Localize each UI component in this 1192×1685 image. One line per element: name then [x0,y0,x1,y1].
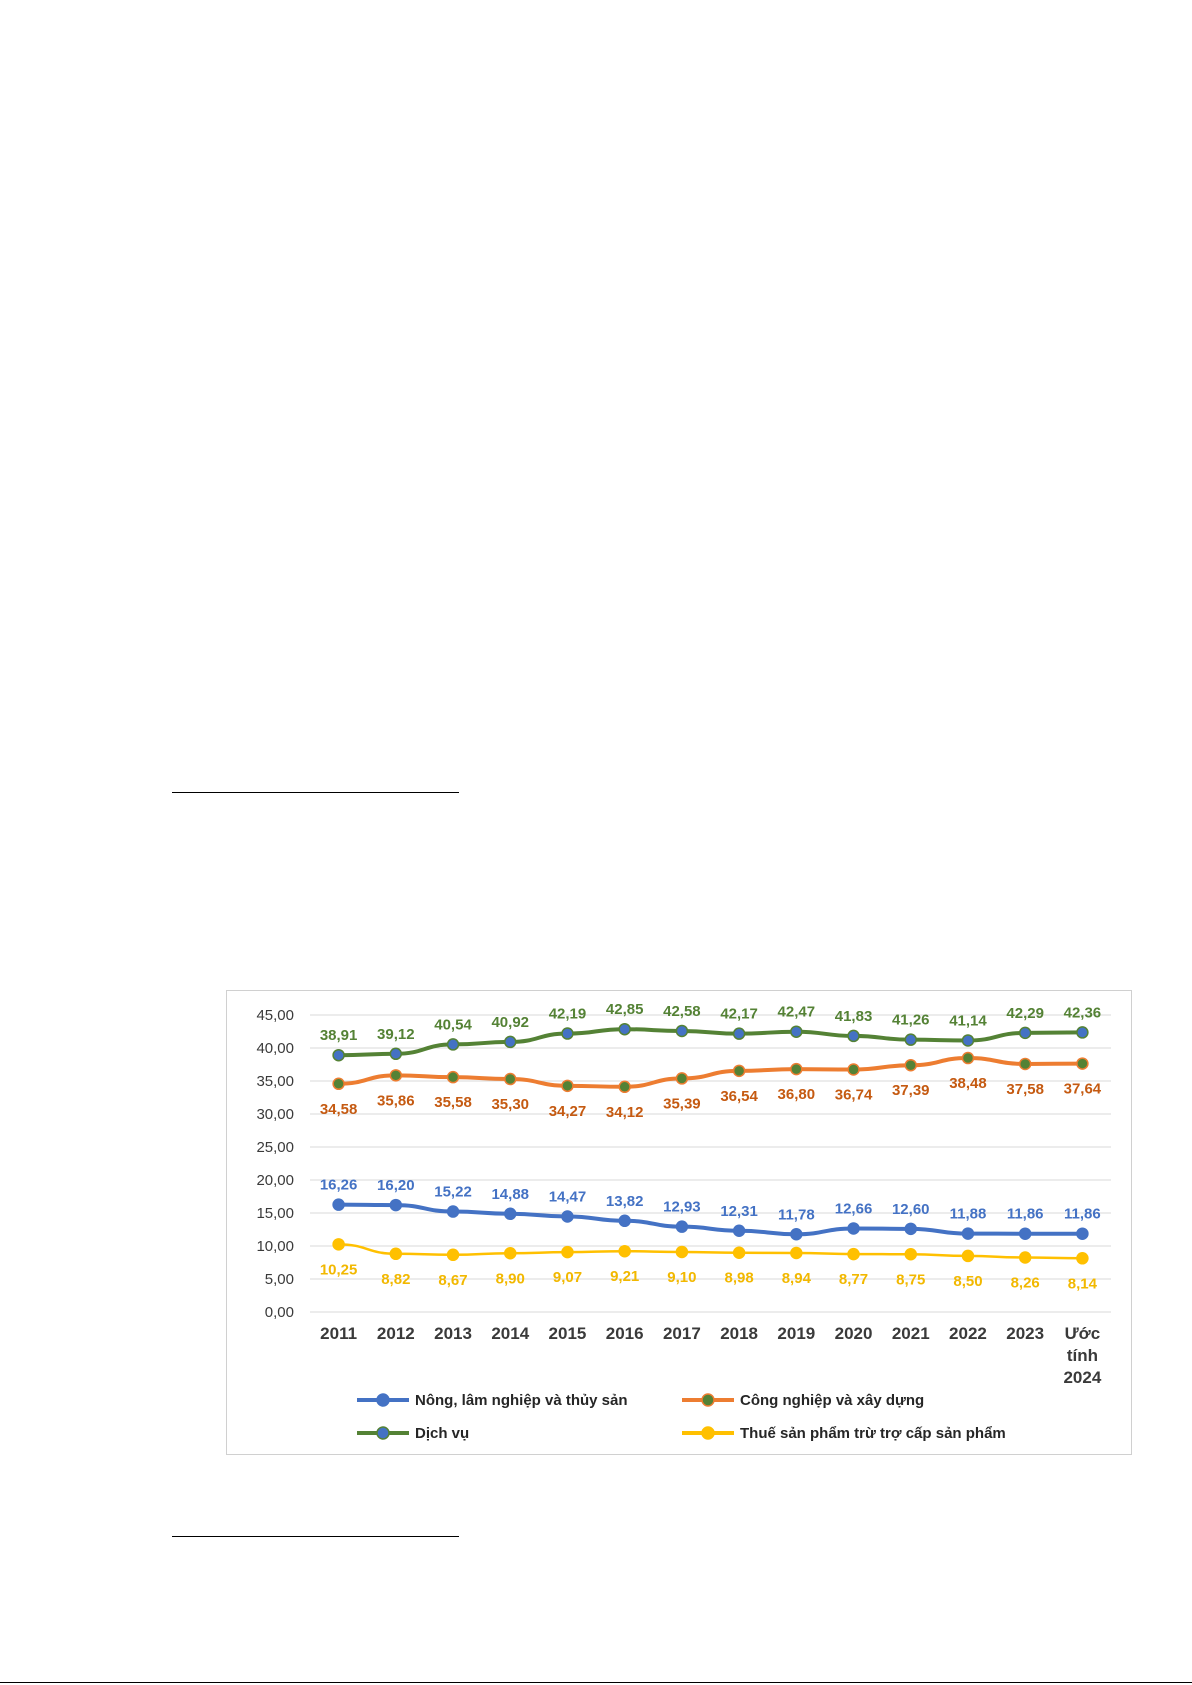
data-label: 16,26 [319,1176,358,1194]
legend-item [682,1392,924,1409]
data-point [676,1221,687,1232]
data-label: 41,83 [834,1007,873,1025]
data-point [505,1036,516,1047]
data-point [905,1223,916,1234]
data-label: 8,90 [495,1270,525,1288]
legend-label: Thuế sản phẩm trừ trợ cấp sản phẩm [740,1425,1006,1442]
data-point [1020,1027,1031,1038]
data-label: 34,58 [319,1100,358,1118]
data-label: 41,14 [949,1012,987,1030]
y-tick-label: 15,00 [256,1205,294,1222]
data-point [562,1247,573,1258]
x-tick-label: 2022 [949,1324,987,1343]
data-point [848,1030,859,1041]
data-point [962,1035,973,1046]
data-point [848,1223,859,1234]
data-label: 8,67 [438,1271,468,1289]
x-tick-label: 2011 [320,1324,358,1343]
data-label: 36,74 [834,1086,873,1104]
data-label: 34,27 [548,1102,587,1120]
footnote-separator [172,792,459,793]
data-point [562,1080,573,1091]
data-point [448,1039,459,1050]
data-point [562,1028,573,1039]
x-tick-label: 2012 [376,1324,415,1343]
data-point [791,1026,802,1037]
legend-swatch-marker [377,1427,389,1439]
data-point [791,1229,802,1240]
data-point [390,1248,401,1259]
data-point [333,1239,344,1250]
data-label: 36,54 [720,1087,758,1105]
data-point [1077,1253,1088,1264]
data-label: 37,39 [891,1082,930,1100]
y-axis-ticks [256,1007,294,1321]
data-point [791,1247,802,1258]
data-label: 40,92 [491,1013,530,1031]
data-label: 42,29 [1006,1004,1044,1022]
legend-swatch-marker [702,1427,714,1439]
data-point [848,1249,859,1260]
data-point [1020,1058,1031,1069]
data-label: 42,85 [605,1001,644,1019]
data-point [676,1246,687,1257]
y-tick-label: 25,00 [256,1139,294,1156]
data-label: 42,47 [777,1003,816,1021]
data-label: 41,26 [891,1011,930,1029]
data-point [390,1070,401,1081]
data-point [734,1028,745,1039]
data-label: 9,07 [552,1269,583,1287]
data-point [619,1246,630,1257]
data-point [676,1073,687,1084]
y-tick-label: 45,00 [256,1007,294,1024]
data-label: 42,36 [1063,1004,1102,1022]
data-label: 38,91 [319,1027,358,1045]
data-label: 8,75 [896,1271,926,1289]
y-tick-label: 35,00 [256,1073,294,1090]
data-label: 11,88 [949,1205,987,1223]
data-point [505,1074,516,1085]
data-point [448,1206,459,1217]
data-point [848,1064,859,1075]
data-point [791,1064,802,1075]
data-label: 11,78 [777,1206,815,1224]
y-tick-label: 0,00 [264,1304,294,1321]
data-point [448,1072,459,1083]
data-point [905,1249,916,1260]
x-axis-ticks [320,1324,1102,1387]
footnote-separator [172,1536,459,1537]
data-point [905,1034,916,1045]
y-tick-label: 30,00 [256,1106,294,1123]
data-label: 10,25 [319,1261,358,1279]
data-point [505,1248,516,1259]
data-point [962,1250,973,1261]
data-point [619,1215,630,1226]
legend-label: Công nghiệp và xây dựng [740,1392,925,1409]
legend-item [357,1392,628,1409]
data-label: 13,82 [605,1192,644,1210]
x-tick-label: 2020 [834,1324,873,1343]
data-point [1077,1058,1088,1069]
legend-swatch-marker [377,1394,389,1406]
data-label: 42,17 [720,1005,758,1023]
data-point [619,1024,630,1035]
line-chart [227,991,1133,1456]
x-tick-label: 2023 [1006,1324,1045,1343]
data-label: 11,86 [1064,1205,1101,1223]
y-tick-label: 5,00 [264,1271,294,1288]
data-label: 8,82 [381,1270,411,1288]
data-label: 14,88 [491,1185,530,1203]
data-point [1077,1027,1088,1038]
legend-label: Nông, lâm nghiệp và thủy sản [415,1392,628,1409]
x-tick-label: 2013 [434,1324,472,1343]
data-label: 35,58 [434,1094,472,1112]
data-point [734,1065,745,1076]
data-point [562,1211,573,1222]
data-label: 37,58 [1006,1080,1044,1098]
data-label: 12,60 [891,1200,930,1218]
data-point [905,1060,916,1071]
data-point [676,1025,687,1036]
data-point [390,1048,401,1059]
data-label: 8,98 [724,1269,754,1287]
data-label: 42,58 [663,1002,701,1020]
data-label: 12,66 [834,1200,873,1218]
data-point [1077,1228,1088,1239]
data-point [962,1228,973,1239]
x-tick-label: 2019 [777,1324,816,1343]
data-label: 9,10 [667,1268,697,1286]
legend-item [357,1425,469,1442]
data-label: 12,31 [720,1202,758,1220]
data-label: 36,80 [777,1086,816,1104]
data-label: 42,19 [548,1005,587,1023]
x-tick-label: 2015 [548,1324,587,1343]
data-point [333,1050,344,1061]
x-tick-label: 2018 [720,1324,759,1343]
data-point [1020,1252,1031,1263]
data-point [734,1247,745,1258]
data-label: 14,47 [548,1188,587,1206]
data-label: 8,14 [1067,1275,1097,1293]
series-layer [333,1024,1088,1264]
data-label: 34,12 [605,1103,644,1121]
data-point [333,1078,344,1089]
data-label: 16,20 [377,1177,415,1195]
data-label: 11,86 [1006,1205,1044,1223]
x-tick-label: 2014 [491,1324,530,1343]
y-tick-label: 20,00 [256,1172,294,1189]
data-label: 12,93 [663,1198,701,1216]
data-label: 15,22 [434,1183,472,1201]
data-label: 8,77 [838,1271,869,1289]
data-label: 35,86 [377,1092,415,1110]
data-label: 9,21 [610,1268,640,1286]
legend-swatch-marker [702,1394,714,1406]
data-point [962,1053,973,1064]
data-point [505,1208,516,1219]
data-label: 40,54 [434,1016,472,1034]
x-tick-label: Ước tính 2024 [1063,1324,1102,1387]
page-bottom-rule [0,1682,1192,1683]
data-label: 39,12 [377,1025,415,1043]
data-point [333,1199,344,1210]
y-tick-label: 10,00 [256,1238,294,1255]
data-label: 8,26 [1010,1274,1040,1292]
data-label: 35,30 [491,1096,530,1114]
data-label: 37,64 [1063,1080,1102,1098]
x-tick-label: 2016 [605,1324,644,1343]
legend-label: Dịch vụ [415,1425,470,1442]
chart-frame [226,990,1132,1455]
data-point [619,1081,630,1092]
x-tick-label: 2017 [662,1324,701,1343]
data-point [734,1225,745,1236]
legend [357,1392,1006,1442]
data-label: 35,39 [663,1095,701,1113]
legend-item [682,1425,1006,1442]
data-point [390,1200,401,1211]
data-label: 38,48 [949,1075,987,1093]
data-point [1020,1228,1031,1239]
data-label: 8,50 [953,1272,983,1290]
x-tick-label: 2021 [891,1324,930,1343]
series-4 [333,1239,1088,1264]
data-point [448,1249,459,1260]
data-label: 8,94 [781,1269,811,1287]
y-tick-label: 40,00 [256,1040,294,1057]
